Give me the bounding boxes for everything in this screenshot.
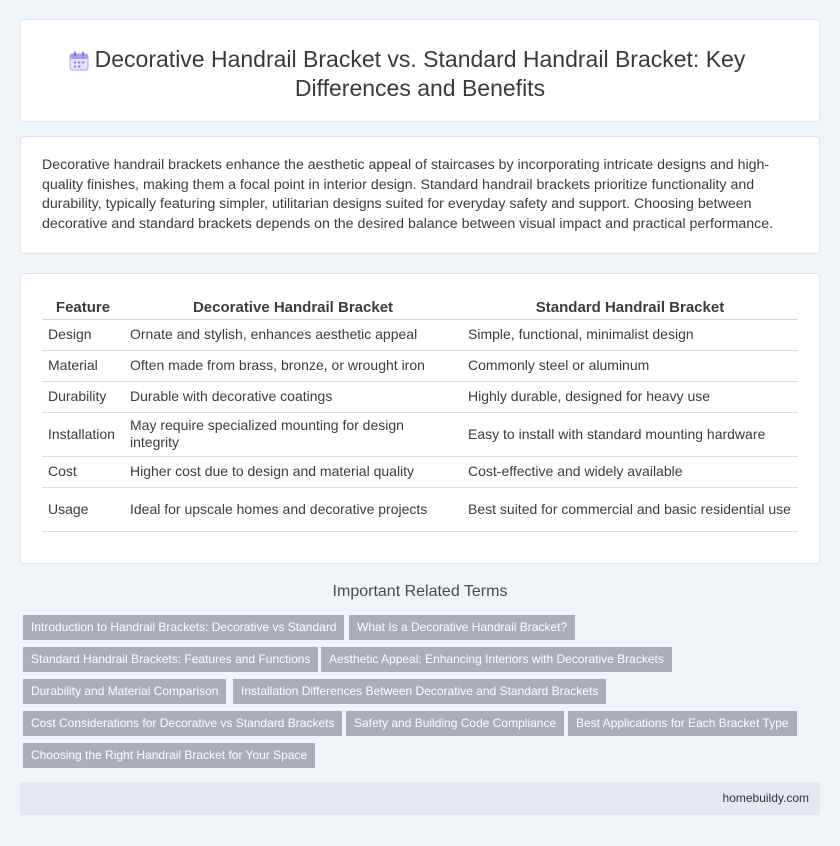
related-term-tag[interactable]: Standard Handrail Brackets: Features and Functions xyxy=(23,647,318,672)
related-term-tag[interactable]: Durability and Material Comparison xyxy=(23,679,226,704)
intro-card xyxy=(20,136,820,254)
column-header: Feature xyxy=(42,297,124,319)
table-row xyxy=(42,487,798,531)
table-cell: Cost xyxy=(42,456,124,487)
table-row xyxy=(42,381,798,412)
table-cell: Installation xyxy=(42,412,124,456)
related-term-tag[interactable]: Choosing the Right Handrail Bracket for Your Space xyxy=(23,743,315,768)
table-header-row xyxy=(42,297,798,319)
column-header: Decorative Handrail Bracket xyxy=(124,297,462,319)
related-term-tag[interactable]: Aesthetic Appeal: Enhancing Interiors with Decorative Brackets xyxy=(321,647,672,672)
site-credit[interactable]: homebuildy.com xyxy=(722,791,809,805)
related-terms-title: Important Related Terms xyxy=(332,583,508,600)
table-row xyxy=(42,350,798,381)
comparison-table xyxy=(42,297,798,532)
related-term-tag[interactable]: Safety and Building Code Compliance xyxy=(346,711,564,736)
table-cell: Often made from brass, bronze, or wrought iron xyxy=(124,350,462,381)
table-cell: Simple, functional, minimalist design xyxy=(462,319,798,350)
comparison-card xyxy=(20,273,820,564)
related-term-tag[interactable]: Installation Differences Between Decorative and Standard Brackets xyxy=(233,679,606,704)
related-term-tag[interactable]: What Is a Decorative Handrail Bracket? xyxy=(349,615,575,640)
footer-bar xyxy=(20,782,820,815)
table-cell: Usage xyxy=(42,487,124,531)
table-cell: Easy to install with standard mounting hardware xyxy=(462,412,798,456)
related-term-tag[interactable]: Best Applications for Each Bracket Type xyxy=(568,711,797,736)
table-cell: Commonly steel or aluminum xyxy=(462,350,798,381)
intro-paragraph: Decorative handrail brackets enhance the aesthetic appeal of staircases by incorporating intricate designs and high-quality finishes, making them a focal point in interior design. Standard handrail brackets prioritize functionality and durability, typically featuring simpler, utilitarian designs suited for everyday safety and support. Choosing between decorative and standard brackets depends on the desired balance between visual impact and practical performance. xyxy=(42,157,774,232)
table-cell: May require specialized mounting for design integrity xyxy=(124,412,462,456)
table-cell: Durable with decorative coatings xyxy=(124,381,462,412)
page-title: Decorative Handrail Bracket vs. Standard Handrail Bracket: Key Differences and Benefits xyxy=(94,46,746,101)
table-row xyxy=(42,456,798,487)
column-header: Standard Handrail Bracket xyxy=(462,297,798,319)
table-cell: Material xyxy=(42,350,124,381)
table-cell: Higher cost due to design and material quality xyxy=(124,456,462,487)
table-cell: Durability xyxy=(42,381,124,412)
header-card xyxy=(20,19,820,122)
table-cell: Highly durable, designed for heavy use xyxy=(462,381,798,412)
table-row xyxy=(42,319,798,350)
table-cell: Cost-effective and widely available xyxy=(462,456,798,487)
table-cell: Best suited for commercial and basic residential use xyxy=(462,487,798,531)
table-cell: Ideal for upscale homes and decorative projects xyxy=(124,487,462,531)
related-term-tag[interactable]: Cost Considerations for Decorative vs Standard Brackets xyxy=(23,711,342,736)
table-cell: Design xyxy=(42,319,124,350)
table-cell: Ornate and stylish, enhances aesthetic appeal xyxy=(124,319,462,350)
table-row xyxy=(42,412,798,456)
related-term-tag[interactable]: Introduction to Handrail Brackets: Decorative vs Standard xyxy=(23,615,344,640)
